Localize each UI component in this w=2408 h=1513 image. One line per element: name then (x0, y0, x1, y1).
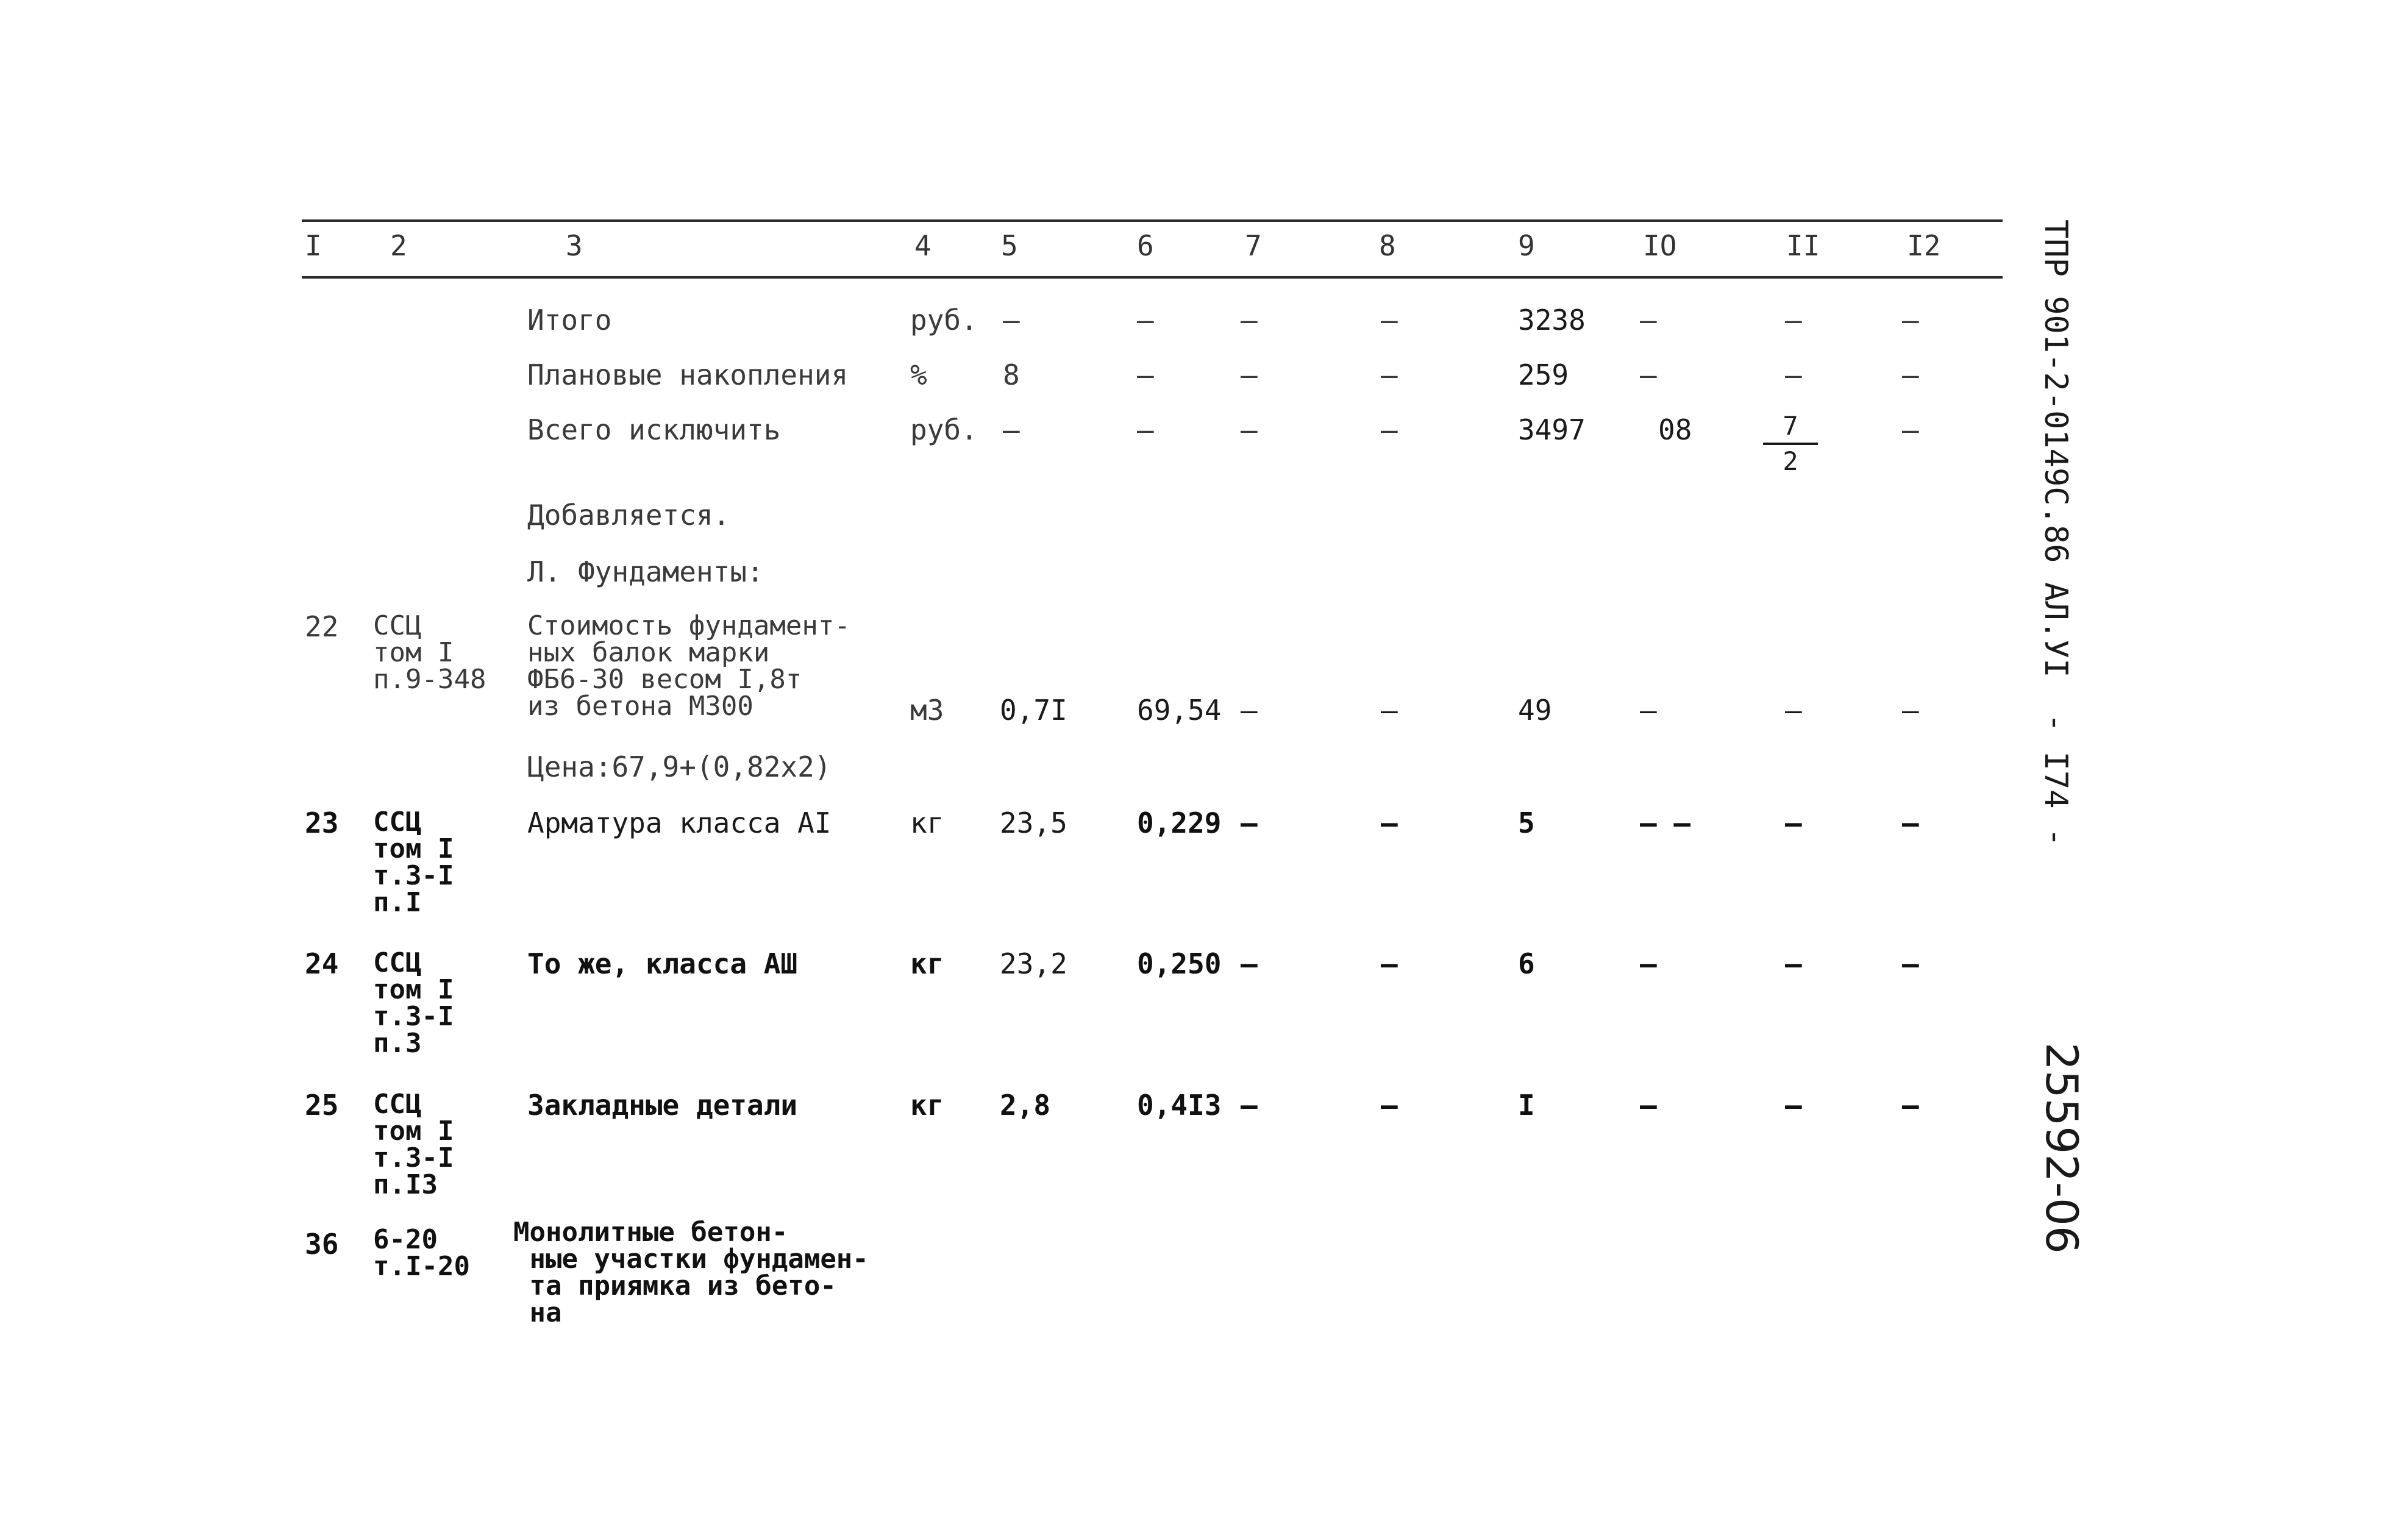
item-number: 25 (305, 1089, 339, 1122)
item-col5: 0,7I (1000, 694, 1067, 727)
summary-col12: – (1902, 413, 1919, 446)
item-number: 22 (305, 610, 339, 643)
summary-col6: – (1137, 358, 1154, 391)
section-added-label: Добавляется. (527, 499, 730, 532)
item-col10: – (1640, 1089, 1657, 1122)
item-description: Стоимость фундамент- ных балок марки ФБ6-30 весом I,8т из бетона М300 (527, 610, 850, 722)
item-description: Закладные детали (527, 1089, 798, 1122)
section-title: Л. Фундаменты: (527, 555, 764, 588)
col-header-1: I (305, 229, 322, 262)
summary-col9: 259 (1518, 358, 1569, 391)
col-header-2: 2 (390, 229, 407, 262)
item-col12: – (1902, 1089, 1919, 1122)
summary-unit: руб. (910, 413, 978, 446)
item-col5: 2,8 (1000, 1089, 1051, 1122)
item-col5: 23,5 (1000, 806, 1067, 839)
item-col11: – (1785, 694, 1802, 727)
summary-col7: – (1241, 304, 1258, 336)
item-col9: 5 (1518, 806, 1535, 839)
item-col7: – (1241, 806, 1258, 839)
col-header-6: 6 (1137, 229, 1154, 262)
summary-col12: – (1902, 304, 1919, 336)
col-header-12: I2 (1907, 229, 1941, 262)
item-price-note: Цена:67,9+(0,82х2) (527, 750, 832, 783)
item-description: То же, класса АШ (527, 947, 798, 980)
summary-name: Плановые накопления (527, 358, 849, 391)
summary-col12: – (1902, 358, 1919, 391)
item-col8: – (1381, 1089, 1398, 1122)
summary-col11-fraction (1763, 413, 1818, 474)
page-number: - I74 - (2037, 713, 2074, 847)
item-description: Арматура класса AI (527, 806, 832, 839)
item-number: 23 (305, 806, 339, 839)
item-number: 24 (305, 947, 339, 980)
summary-col11: – (1785, 304, 1802, 336)
item-col12: – (1902, 694, 1919, 727)
col-header-10: IO (1643, 229, 1677, 262)
item-col6: 0,229 (1137, 806, 1222, 839)
item-col11: – (1785, 1089, 1802, 1122)
header-bottom-rule (302, 276, 2003, 279)
item-col9: I (1518, 1089, 1535, 1122)
summary-col5: 8 (1003, 358, 1020, 391)
summary-col5: – (1003, 413, 1020, 446)
item-reference: ССЦ том I т.3-I п.3 (373, 947, 454, 1059)
archive-stamp-number: 25592-06 (2036, 1042, 2087, 1254)
summary-col10: 08 (1658, 413, 1692, 446)
item-col11: – (1785, 947, 1802, 980)
summary-name: Всего исключить (527, 413, 781, 446)
col-header-11: II (1786, 229, 1820, 262)
summary-col6: – (1137, 413, 1154, 446)
summary-col9: 3238 (1518, 304, 1586, 336)
col-header-4: 4 (914, 229, 931, 262)
item-col6: 69,54 (1137, 694, 1222, 727)
item-reference: ССЦ том I т.3-I п.I (373, 806, 454, 918)
item-number: 36 (305, 1228, 339, 1261)
summary-name: Итого (527, 304, 612, 336)
summary-col9: 3497 (1518, 413, 1586, 446)
col-header-8: 8 (1379, 229, 1396, 262)
item-col6: 0,4I3 (1137, 1089, 1222, 1122)
item-reference: ССЦ том I п.9-348 (373, 610, 486, 695)
summary-unit: % (910, 358, 927, 391)
summary-col8: – (1381, 304, 1398, 336)
album-label: АЛ.УI (2037, 582, 2074, 678)
col-header-7: 7 (1245, 229, 1262, 262)
summary-col10: – (1640, 358, 1657, 391)
item-col7: – (1241, 1089, 1258, 1122)
item-col9: 49 (1518, 694, 1552, 727)
fraction-numerator: 7 (1783, 411, 1798, 441)
fraction-bar (1763, 443, 1818, 445)
item-unit: кг (910, 1089, 944, 1122)
summary-unit: руб. (910, 304, 978, 336)
item-col5: 23,2 (1000, 947, 1067, 980)
summary-col10: – (1640, 304, 1657, 336)
item-col6: 0,250 (1137, 947, 1222, 980)
item-col8: – (1381, 694, 1398, 727)
summary-col11: – (1785, 358, 1802, 391)
header-top-rule (302, 219, 2003, 222)
summary-col8: – (1381, 413, 1398, 446)
summary-col6: – (1137, 304, 1154, 336)
summary-col8: – (1381, 358, 1398, 391)
item-unit: кг (910, 947, 944, 980)
fraction-denominator: 2 (1783, 446, 1798, 476)
item-col9: 6 (1518, 947, 1535, 980)
item-unit: м3 (910, 694, 944, 727)
item-col10: – (1640, 947, 1657, 980)
col-header-3: 3 (566, 229, 583, 262)
document-code: ТПР 901-2-0149С.86 (2037, 219, 2074, 563)
item-col12: – (1902, 947, 1919, 980)
item-unit: кг (910, 806, 944, 839)
item-col7: – (1241, 947, 1258, 980)
summary-col7: – (1241, 358, 1258, 391)
item-col7: – (1241, 694, 1258, 727)
item-col12: – (1902, 806, 1919, 839)
item-reference: 6-20 т.I-20 (373, 1224, 470, 1282)
item-col8: – (1381, 806, 1398, 839)
col-header-5: 5 (1001, 229, 1018, 262)
item-description: Монолитные бетон- ные участки фундамен- та приямка из бето- на (513, 1217, 869, 1328)
summary-col7: – (1241, 413, 1258, 446)
summary-col5: – (1003, 304, 1020, 336)
item-col11: – (1785, 806, 1802, 839)
item-reference: ССЦ том I т.3-I п.I3 (373, 1089, 454, 1200)
col-header-9: 9 (1518, 229, 1535, 262)
item-col10: – (1640, 694, 1657, 727)
item-col8: – (1381, 947, 1398, 980)
item-col10: – – (1640, 806, 1691, 839)
